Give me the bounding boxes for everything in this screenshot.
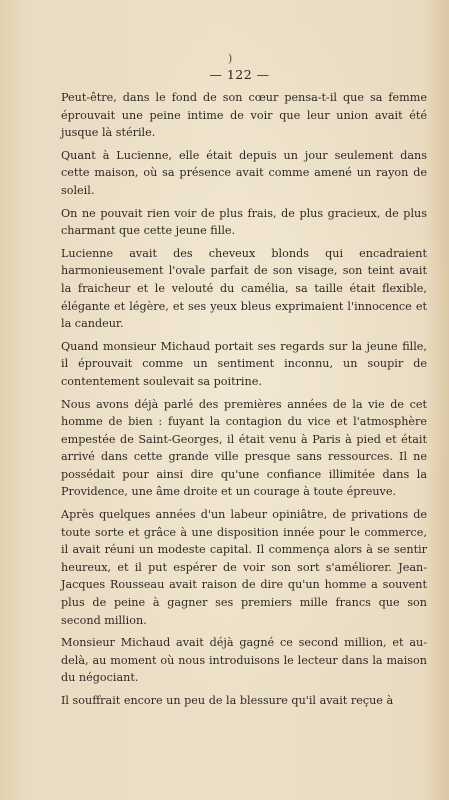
paragraph: Après quelques années d'un labeur opiniâtre, de privations de toute sorte et grâce à une disposition innée pour le commerce, il avait réuni un modeste capital. Il commença alors à se sentir heureux, et il put espérer de voir son sort s'améliorer. Jean-Jacques Rousseau avait raison de dire qu'un homme a souvent plus de peine à gagner ses premiers mille francs que son second million. xyxy=(61,508,427,627)
stray-mark: ) xyxy=(228,52,233,65)
page-number: — 122 — xyxy=(209,67,270,82)
paragraph: On ne pouvait rien voir de plus frais, de plus gracieux, de plus charmant que cette jeune fille. xyxy=(61,206,427,238)
paragraph: Quand monsieur Michaud portait ses regards sur la jeune fille, il éprouvait comme un sentiment inconnu, un soupir de contentement soulevait sa poitrine. xyxy=(61,339,427,388)
paragraph: Peut-être, dans le fond de son cœur pensa-t-il que sa femme éprouvait une peine intime de voir que leur union avait été jusque là stérile. xyxy=(61,91,427,140)
paragraph: Monsieur Michaud avait déjà gagné ce second million, et au-delà, au moment où nous introduisons le lecteur dans la maison du négociant. xyxy=(61,636,427,685)
paragraph: Il souffrait encore un peu de la blessure qu'il avait reçue à xyxy=(61,694,394,707)
body-text xyxy=(61,89,427,710)
paragraph: Nous avons déjà parlé des premières années de la vie de cet homme de bien : fuyant la contagion du vice et l'atmosphère empestée de Saint-Georges, il était venu à Paris à pied et était arrivé dans cette grande ville presque sans ressources. Il ne possédait pour ainsi dire qu'une confiance illimitée dans la Providence, une âme droite et un courage à toute épreuve. xyxy=(61,397,427,499)
paragraph: Quant à Lucienne, elle était depuis un jour seulement dans cette maison, où sa présence avait comme amené un rayon de soleil. xyxy=(61,148,427,197)
paragraph: Lucienne avait des cheveux blonds qui encadraient harmonieusement l'ovale parfait de son visage, son teint avait la fraicheur et le velouté du camélia, sa taille était flexible, élégante et légère, et ses yeux bleus exprimaient l'innocence et la candeur. xyxy=(61,246,427,331)
